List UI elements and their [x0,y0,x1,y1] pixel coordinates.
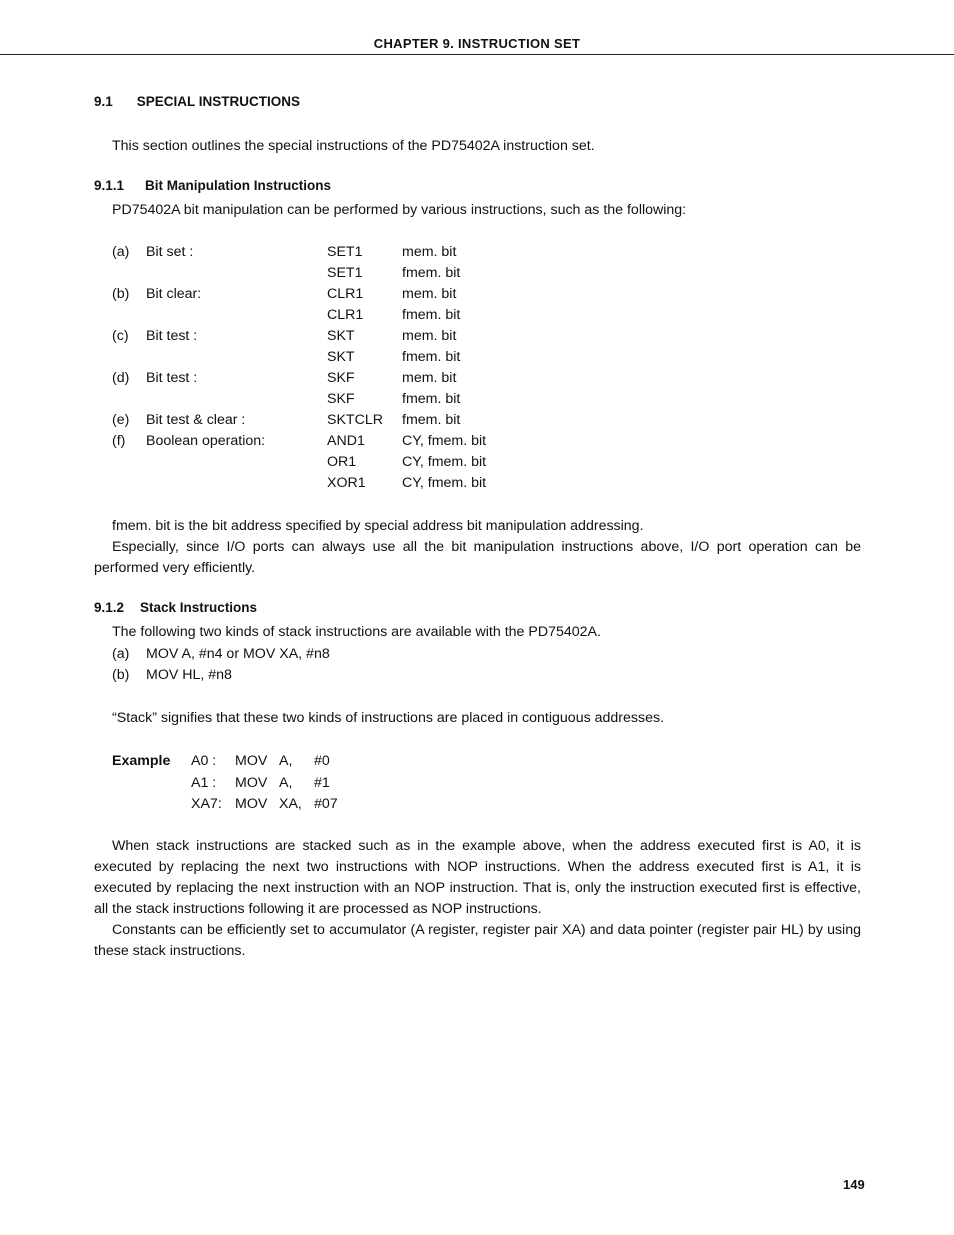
example-row [0,751,954,772]
example-opcode: MOV [235,775,268,791]
row-operand: mem. bit [402,328,457,344]
fmem-note: fmem. bit is the bit address specified by special address bit manipulation addressing. [112,518,644,534]
row-opcode: SET1 [327,265,363,281]
row-label: (e) [112,412,130,428]
bit-instruction-row [0,242,954,263]
row-operand: fmem. bit [402,265,461,281]
example-value: #1 [314,775,330,791]
stack-intro: The following two kinds of stack instructions are available with the PD75402A. [112,624,601,640]
list-item [0,644,954,665]
row-operand: mem. bit [402,370,457,386]
row-opcode: CLR1 [327,307,364,323]
row-opcode: SKTCLR [327,412,383,428]
bit-instruction-row [0,284,954,305]
bit-instruction-row [0,410,954,431]
row-operand: CY, fmem. bit [402,454,487,470]
bit-instruction-row [0,326,954,347]
section-heading [94,94,300,109]
bit-instruction-row [0,368,954,389]
section-title: SPECIAL INSTRUCTIONS [136,94,301,109]
row-description: Boolean operation: [146,433,266,449]
stack-explanation: When stack instructions are stacked such as in the example above, when the address executed first is A0, it is executed by replacing the next two instructions with NOP instructions. When the address executed first is A1, it is executed by replacing the next instruction with an NOP instruction. That is, only the instruction executed first is effective, all the stack instructions following it are processed as NOP instructions. [94,838,861,917]
bit-instruction-row [0,347,954,368]
example-row [0,794,954,815]
row-operand: fmem. bit [402,349,461,365]
chapter-header: CHAPTER 9. INSTRUCTION SET [373,36,581,51]
subsection-title: Stack Instructions [140,600,258,615]
row-opcode: XOR1 [327,475,366,491]
example-address: XA7: [191,796,222,812]
subsection-title: Bit Manipulation Instructions [145,178,332,193]
row-label: (f) [112,433,126,449]
list-item-label: (a) [112,646,130,662]
example-address: A1 : [191,775,217,791]
subsection-heading-stack [94,600,257,615]
row-opcode: CLR1 [327,286,364,302]
list-item [0,665,954,686]
example-register: A, [279,775,293,791]
row-operand: mem. bit [402,286,457,302]
stack-definition: “Stack” signifies that these two kinds of instructions are placed in contiguous addresses. [112,710,665,726]
subsection-number: 9.1.2 [94,600,125,615]
section-number: 9.1 [94,94,113,109]
list-item-label: (b) [112,667,130,683]
row-operand: fmem. bit [402,391,461,407]
example-value: #07 [314,796,338,812]
bit-instruction-row [0,305,954,326]
example-row [0,773,954,794]
example-label: Example [112,753,171,769]
example-opcode: MOV [235,753,268,769]
io-port-note: Especially, since I/O ports can always use all the bit manipulation instructions above, I/O port operation can be performed very efficiently. [94,539,861,576]
subsection-number: 9.1.1 [94,178,125,193]
bit-manipulation-intro: PD75402A bit manipulation can be performed by various instructions, such as the following: [112,202,687,218]
row-opcode: SKF [327,370,355,386]
row-operand: fmem. bit [402,412,461,428]
row-label: (a) [112,244,130,260]
row-description: Bit test & clear : [146,412,246,428]
list-item-text: MOV A, #n4 or MOV XA, #n8 [146,646,330,662]
example-opcode: MOV [235,796,268,812]
example-address: A0 : [191,753,217,769]
list-item-text: MOV HL, #n8 [146,667,232,683]
example-register: XA, [279,796,302,812]
row-opcode: SKT [327,328,355,344]
bit-instruction-row [0,263,954,284]
bit-instruction-row [0,389,954,410]
row-operand: fmem. bit [402,307,461,323]
row-opcode: SKT [327,349,355,365]
row-description: Bit test : [146,328,198,344]
example-value: #0 [314,753,330,769]
row-opcode: SKF [327,391,355,407]
row-operand: CY, fmem. bit [402,433,487,449]
subsection-heading-bit-manipulation [94,178,331,193]
section-intro: This section outlines the special instructions of the PD75402A instruction set. [112,138,595,154]
row-label: (c) [112,328,129,344]
row-opcode: AND1 [327,433,365,449]
row-description: Bit test : [146,370,198,386]
row-operand: mem. bit [402,244,457,260]
bit-instruction-row [0,431,954,452]
row-label: (b) [112,286,130,302]
example-register: A, [279,753,293,769]
page-number: 149 [843,1177,865,1192]
row-opcode: SET1 [327,244,363,260]
row-description: Bit set : [146,244,194,260]
header-rule [0,54,954,55]
bit-instruction-row [0,452,954,473]
row-description: Bit clear: [146,286,202,302]
stack-constants-note: Constants can be efficiently set to accumulator (A register, register pair XA) and data pointer (register pair HL) by using these stack instructions. [94,922,861,959]
bit-instruction-row [0,473,954,494]
row-operand: CY, fmem. bit [402,475,487,491]
row-label: (d) [112,370,130,386]
row-opcode: OR1 [327,454,357,470]
